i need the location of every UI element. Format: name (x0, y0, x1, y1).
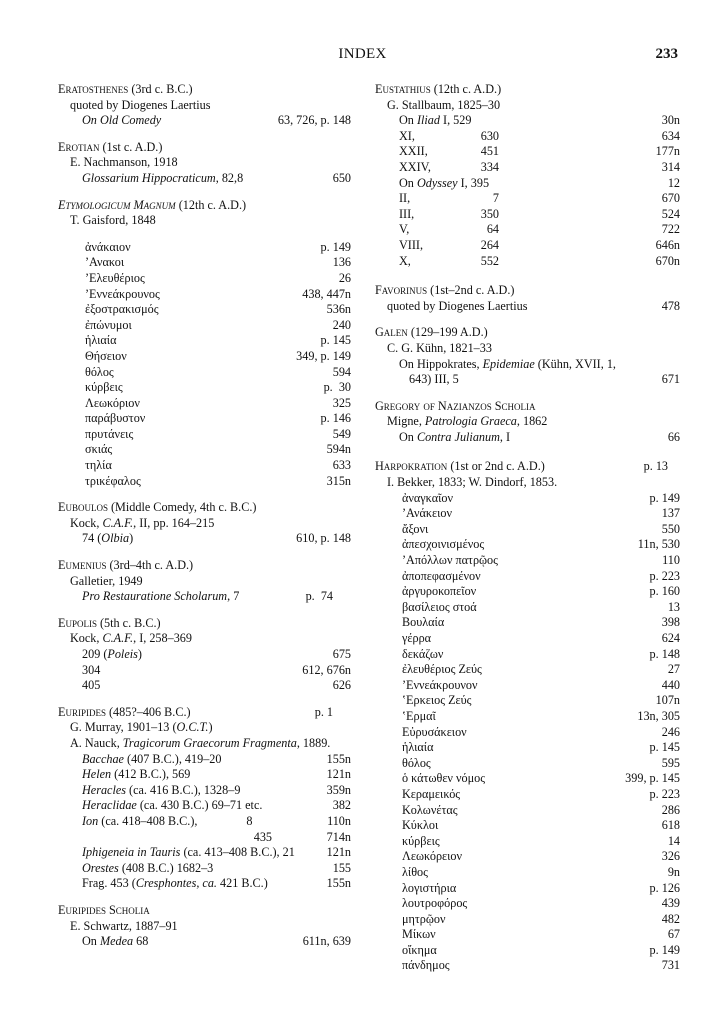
greek-term: ʼΕλευθέριος (85, 270, 145, 285)
page-ref: 240 (332, 317, 351, 332)
edition-line: Galletier, 1949 (70, 573, 143, 588)
greek-term: Κύκλοι (402, 818, 439, 833)
line-number: 630 (480, 128, 499, 143)
line-number: 264 (480, 237, 499, 252)
page-ref: 349, p. 149 (296, 348, 351, 363)
greek-term: ἀποπεφασμένον (402, 568, 481, 583)
entry-heading: Erotian (58, 139, 100, 154)
entry-galen (375, 325, 680, 387)
work-title: Odyssey (416, 175, 458, 190)
work-title: Contra Julianum (416, 429, 500, 444)
page-ref: 26 (338, 270, 351, 285)
page-ref: 314 (661, 159, 680, 174)
entry-date: (12th c. A.D.) (175, 197, 247, 212)
page-ref: 624 (661, 631, 680, 645)
page-ref: 482 (661, 911, 680, 926)
page-ref: p. 149 (649, 942, 680, 957)
page-ref: 12 (667, 175, 680, 190)
page-ref: 155 (332, 860, 351, 875)
page-ref: p. 126 (649, 880, 680, 895)
on-prefix: On (399, 429, 417, 444)
fragment-number: 304 (82, 662, 101, 677)
entry-etymologicum-magnum (58, 198, 351, 490)
page-ref: 595 (661, 755, 680, 770)
entry-heading: Euripides (58, 704, 106, 719)
greek-term: Εὐρυσάκειον (402, 724, 467, 739)
entry-heading: Eustathius (375, 82, 431, 96)
play-citation: (ca. 430 B.C.) 69–71 etc. (136, 798, 263, 813)
paren-close: ) (208, 720, 213, 735)
page-ref: p. 223 (649, 786, 680, 801)
play-citation: (ca. 416 B.C.), 1328–9 (126, 782, 241, 797)
page-ref: 478 (661, 298, 680, 313)
page-ref: p. 145 (649, 740, 680, 755)
page-ref: 650 (332, 170, 351, 185)
greek-term: ἀργυροκοπεῖον (402, 584, 477, 599)
page-ref: 315n (326, 473, 351, 488)
page-ref: 11n, 530 (637, 537, 680, 552)
entry-date: (129–199 A.D.) (407, 325, 488, 340)
page-ref: 121n (326, 767, 351, 782)
entry-harpokration (375, 459, 680, 974)
greek-term: ἄξονι (402, 521, 429, 536)
entry-date: (3rd c. B.C.) (128, 82, 193, 96)
edition-editor: G. Murray, 1901–13 ( (70, 720, 177, 735)
work-title: Iliad (416, 113, 440, 128)
page-ref: 177n (655, 144, 680, 159)
page-ref: 9n (667, 864, 680, 879)
on-prefix: On (399, 113, 417, 128)
page-ref: 359n (326, 782, 351, 797)
on-prefix: On (82, 934, 100, 949)
book-number: XXIV, (399, 159, 431, 174)
greek-term: οἴκημα (402, 942, 437, 957)
page-ref: 155n (326, 751, 351, 766)
page-title: INDEX (338, 46, 387, 62)
on-prefix: On (399, 175, 417, 190)
page-ref: 594n (326, 442, 351, 457)
work-location: , I (499, 429, 511, 444)
line-number: 451 (480, 144, 499, 159)
page-ref: 646n (655, 237, 680, 252)
book-line: I, 529 (439, 113, 472, 128)
greek-term: πρυτάνεις (85, 426, 134, 441)
entry-date: (12th c. A.D.) (430, 82, 502, 96)
play-title: Poleis (107, 647, 138, 661)
page-ref: 27 (667, 662, 680, 677)
greek-term: σκιάς (85, 442, 113, 457)
page-ref: 626 (332, 678, 351, 693)
work-location: (Kühn, XVII, 1, (534, 356, 616, 371)
page-ref: 14 (667, 833, 680, 848)
entry-heading: Euboulos (58, 500, 108, 515)
page-ref: 675 (332, 647, 351, 661)
edition-title: C.A.F. (102, 515, 134, 530)
work-location: 643) III, 5 (409, 372, 459, 387)
greek-term: δεκάζων (402, 646, 444, 661)
play-citation: (ca. 413–408 B.C.), 21 (180, 845, 295, 860)
greek-term: ʽΕρκειος Ζεύς (402, 693, 472, 708)
entry-eupolis (58, 616, 351, 694)
edition-editor: Kock, (70, 631, 103, 646)
greek-term: κύρβεις (85, 380, 123, 395)
entry-date: (3rd–4th c. A.D.) (106, 558, 194, 573)
paren-close: ) (129, 531, 134, 546)
entry-heading: Eupolis (58, 615, 97, 630)
page-ref: 382 (332, 798, 351, 813)
greek-term: πάνδημος (402, 958, 450, 973)
entry-heading: Eumenius (58, 558, 107, 573)
page-ref: 670n (655, 253, 680, 268)
greek-term: λουτροφόρος (402, 896, 468, 911)
greek-term: ἡλιαία (85, 333, 117, 348)
entry-date: (5th c. B.C.) (96, 615, 161, 630)
edition-editor: A. Nauck, (70, 735, 123, 750)
page-ref: 714n (326, 829, 351, 844)
page-ref: 439 (661, 896, 680, 911)
edition-range: , II, pp. 164–215 (133, 515, 215, 530)
greek-term: ἡλιαία (402, 740, 434, 755)
entry-eumenius (58, 558, 351, 605)
page-ref: 438, 447n (302, 286, 351, 301)
greek-term: λίθος (402, 864, 428, 879)
entry-euripides (58, 705, 351, 892)
page-ref: 398 (661, 615, 680, 630)
greek-term: ἀνάκαιον (85, 239, 131, 254)
page-ref: 612, 676n (302, 662, 351, 677)
page-ref: 121n (326, 845, 351, 860)
work-title: Epidemiae (482, 356, 535, 371)
page-ref: p. 145 (320, 333, 351, 348)
page-ref: 67 (667, 927, 680, 942)
entry-date: (Middle Comedy, 4th c. B.C.) (107, 500, 257, 515)
greek-term: ἀπεσχοινισμένος (402, 537, 485, 552)
greek-term: ἐπώνυμοι (85, 317, 132, 332)
edition-title: Tragicorum Graecorum Fragmenta (122, 735, 297, 750)
entry-date: (1st c. A.D.) (99, 139, 163, 154)
fragment-number: 405 (82, 678, 101, 693)
greek-term: ʼΑνάκειον (402, 506, 452, 521)
edition-editor: Migne, (387, 414, 425, 429)
entry-euboulos (58, 500, 351, 547)
play-title: Olbia (101, 531, 130, 546)
greek-term: τρικέφαλος (85, 473, 141, 488)
edition-line: I. Bekker, 1833; W. Dindorf, 1853. (387, 475, 558, 490)
entry-erotian (58, 140, 351, 187)
page-ref: 399, p. 145 (625, 771, 680, 786)
book-number: XI, (399, 128, 415, 143)
greek-term: Κεραμεικός (402, 786, 461, 801)
page-ref: 536n (326, 302, 351, 317)
edition-line: E. Nachmanson, 1918 (70, 155, 178, 170)
book-number: X, (399, 253, 411, 268)
edition-title: O.C.T. (176, 720, 209, 735)
page-ref: 13 (667, 599, 680, 614)
page-ref: 66 (667, 429, 680, 444)
edition-line: E. Schwartz, 1887–91 (70, 918, 178, 933)
page-ref: 731 (661, 958, 680, 973)
entry-heading: Favorinus (375, 283, 428, 298)
page-ref: p. 148 (649, 646, 680, 661)
greek-term: ʼΕννεάκρουνος (85, 286, 160, 301)
page-ref: 633 (332, 458, 351, 473)
edition-range: , I, 258–369 (133, 631, 192, 646)
play-citation: (ca. 418–408 B.C.), (98, 813, 198, 828)
greek-term: θόλος (85, 364, 114, 379)
work-title: Glossarium Hippocraticum (82, 170, 216, 185)
entry-heading: Harpokration (375, 459, 448, 474)
page-ref: 722 (661, 222, 680, 237)
page-ref: 63, 726, p. 148 (277, 113, 351, 128)
play-citation: (408 B.C.) 1682–3 (118, 860, 214, 875)
entry-heading: Galen (375, 325, 408, 340)
play-title: Ion (82, 813, 99, 828)
entry-date: (1st or 2nd c. A.D.) (447, 459, 545, 474)
edition-title: C.A.F. (102, 631, 134, 646)
book-number: V, (399, 222, 410, 237)
edition-line: quoted by Diogenes Laertius (70, 97, 211, 112)
greek-term: λογιστήρια (402, 880, 457, 895)
page-ref: 549 (332, 426, 351, 441)
play-title: Helen (82, 767, 112, 782)
page-ref: 634 (661, 128, 680, 143)
page-ref: 286 (661, 802, 680, 817)
page-ref: 110 (662, 553, 680, 568)
greek-term: ʼΑνακοι (85, 255, 125, 270)
page-ref: p. 74 (305, 589, 333, 604)
line-number: 350 (480, 206, 499, 221)
greek-term: ʼΕννεάκρουνον (402, 677, 478, 692)
greek-term: Κολωνέτας (402, 802, 458, 817)
entry-heading: Euripides Scholia (58, 902, 150, 917)
play-title: Heracles (82, 782, 126, 797)
page-ref: 618 (661, 818, 680, 833)
line-number: 334 (480, 159, 499, 174)
play-citation: (407 B.C.), 419–20 (123, 751, 222, 766)
page-ref: 110n (327, 813, 351, 828)
play-citation: 421 B.C.) (216, 876, 268, 891)
greek-term: ἐξοστρακισμός (85, 302, 159, 317)
edition-line: G. Stallbaum, 1825–30 (387, 97, 501, 112)
page-ref: p. 223 (649, 568, 680, 583)
greek-term: τηλία (85, 458, 112, 473)
greek-term: Βουλαία (402, 615, 445, 630)
greek-term: μητρῷον (402, 911, 446, 926)
greek-term: γέρρα (402, 631, 432, 645)
work-location: , 7 (227, 589, 240, 604)
edition-title: Patrologia Graeca (424, 414, 517, 429)
book-number: VIII, (399, 237, 424, 252)
edition-line: C. G. Kühn, 1821–33 (387, 340, 492, 355)
edition-editor: Kock, (70, 515, 103, 530)
entry-euripides-scholia (58, 903, 351, 950)
entry-date: (1st–2nd c. A.D.) (427, 283, 515, 298)
entry-heading: Gregory of Nazianzos Scholia (375, 398, 536, 413)
paren-close: ) (137, 647, 142, 661)
page-ref: p. 149 (320, 239, 351, 254)
greek-term: παράβυστον (85, 411, 146, 426)
play-title: Cresphontes, ca. (135, 876, 217, 891)
line-number: 68 (133, 934, 149, 949)
page-ref: 13n, 305 (637, 708, 680, 723)
page-ref: p. 146 (320, 411, 351, 426)
edition-line: quoted by Diogenes Laertius (387, 298, 528, 313)
greek-term: ʼΑπόλλων πατρῷος (402, 553, 498, 568)
page-ref: 611n, 639 (302, 934, 351, 949)
play-title: Bacchae (82, 751, 124, 766)
page-ref: 107n (655, 693, 680, 708)
fragment-number: Frag. 453 ( (82, 876, 136, 891)
page-ref: p. 149 (649, 490, 680, 505)
play-title: Medea (99, 934, 134, 949)
line-number: 8 (246, 813, 253, 828)
line-number: 7 (492, 191, 499, 206)
book-line: I, 395 (457, 175, 490, 190)
edition-line: T. Gaisford, 1848 (70, 213, 156, 228)
page-number: 233 (655, 46, 678, 62)
page-ref: p. 1 (314, 704, 333, 719)
greek-term: κύρβεις (402, 833, 440, 848)
edition-year: , 1862 (516, 414, 548, 429)
page-ref: p. 160 (649, 584, 680, 599)
page-ref: p. 13 (643, 459, 668, 474)
work-title: Pro Restauratione Scholarum (82, 589, 228, 604)
play-title: Iphigeneia in Tauris (82, 845, 181, 860)
book-number: III, (399, 206, 415, 221)
greek-term: ʽΕρμαῖ (402, 708, 436, 723)
edition-year: , 1889. (296, 735, 331, 750)
line-number: 435 (253, 829, 272, 844)
page-ref: 326 (661, 849, 680, 864)
greek-term: ἀναγκαῖον (402, 490, 453, 505)
greek-term: Λεωκόριον (85, 395, 140, 410)
play-title: Orestes (82, 860, 119, 875)
page-ref: 30n (661, 113, 680, 128)
work-title: On Old Comedy (82, 113, 162, 128)
index-column-right (375, 82, 680, 985)
fragment-number: 74 ( (82, 531, 102, 546)
line-number: 64 (486, 222, 499, 237)
page-ref: 155n (326, 876, 351, 891)
page-ref: 550 (661, 521, 680, 536)
book-number: XXII, (399, 144, 428, 159)
page-ref: 594 (332, 364, 351, 379)
entry-eratosthenes (58, 82, 351, 129)
play-citation: (412 B.C.), 569 (111, 767, 191, 782)
index-column-left (58, 82, 351, 961)
greek-term: Λεωκόρειον (402, 849, 463, 864)
page-ref: 610, p. 148 (296, 531, 351, 546)
page-ref: 671 (661, 372, 680, 387)
greek-term: Θήσειον (85, 348, 127, 363)
page-ref: 246 (661, 724, 680, 739)
page-ref: 325 (332, 395, 351, 410)
page-ref: 670 (661, 191, 680, 206)
book-number: II, (399, 191, 411, 206)
greek-term: βασίλειος στοά (402, 599, 477, 614)
line-number: 552 (480, 253, 499, 268)
fragment-number: 209 ( (82, 647, 108, 661)
entry-gregory-of-nazianzos (375, 399, 680, 446)
greek-term: ἐλευθέριος Ζεύς (402, 662, 482, 677)
entry-date: (485?–406 B.C.) (105, 704, 191, 719)
on-prefix: On Hippokrates, (399, 356, 483, 371)
entry-favorinus (375, 283, 680, 314)
play-title: Heraclidae (82, 798, 137, 813)
page-ref: p. 30 (323, 380, 351, 395)
entry-heading: Eratosthenes (58, 82, 129, 96)
entry-heading: Etymologicum Magnum (58, 197, 176, 212)
page-ref: 524 (661, 206, 680, 221)
greek-term: θόλος (402, 755, 431, 770)
page-ref: 136 (332, 255, 351, 270)
page-ref: 440 (661, 677, 680, 692)
greek-term: ὁ κάτωθεν νόμος (402, 771, 486, 786)
page-ref: 137 (661, 506, 680, 521)
entry-eustathius (375, 82, 680, 269)
greek-term: Μίκων (402, 927, 436, 942)
work-location: , 82,8 (215, 170, 244, 185)
